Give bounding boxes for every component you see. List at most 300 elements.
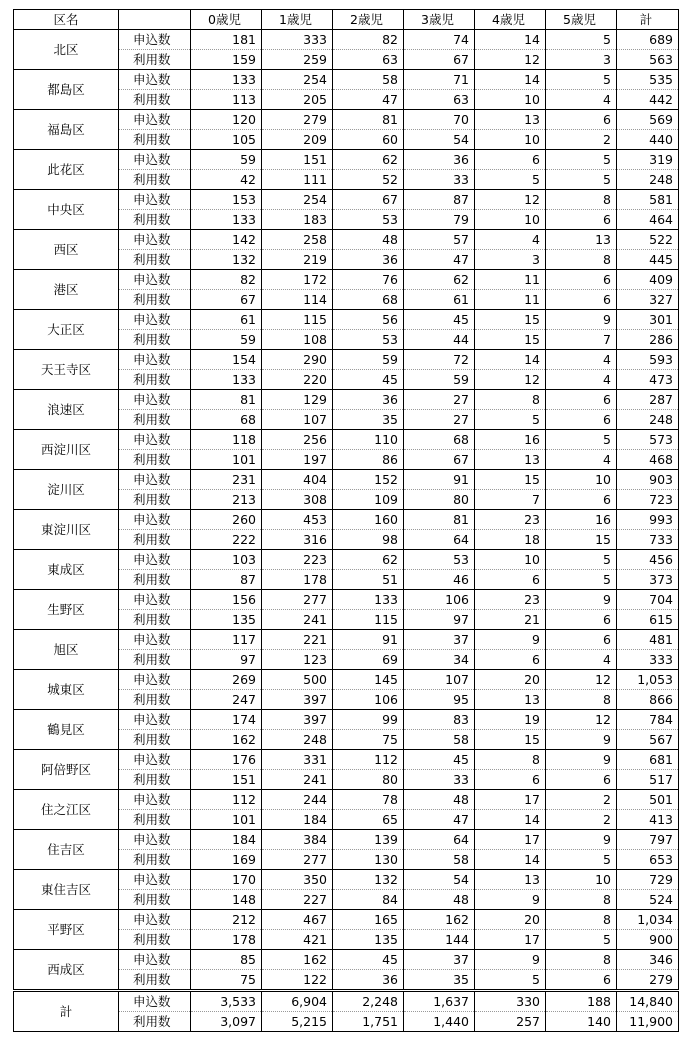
ward-name: 鶴見区	[14, 710, 119, 750]
value-age-5: 4	[546, 350, 617, 370]
value-age-3: 62	[404, 270, 475, 290]
value-age-5: 12	[546, 670, 617, 690]
value-age-5: 6	[546, 490, 617, 510]
value-age-5: 2	[546, 130, 617, 150]
value-age-1: 172	[262, 270, 333, 290]
value-age-0: 81	[191, 390, 262, 410]
value-age-3: 33	[404, 170, 475, 190]
row-label-use: 利用数	[119, 450, 191, 470]
value-age-1: 223	[262, 550, 333, 570]
value-age-4: 10	[475, 90, 546, 110]
value-total: 1,034	[617, 910, 679, 930]
header-age-0: 0歳児	[191, 10, 262, 30]
value-age-1: 129	[262, 390, 333, 410]
value-age-2: 51	[333, 570, 404, 590]
value-age-1: 256	[262, 430, 333, 450]
header-total: 計	[617, 10, 679, 30]
value-age-0: 118	[191, 430, 262, 450]
value-age-0: 103	[191, 550, 262, 570]
row-label-apply: 申込数	[119, 30, 191, 50]
value-age-0: 154	[191, 350, 262, 370]
value-age-1: 178	[262, 570, 333, 590]
value-age-2: 53	[333, 330, 404, 350]
row-label-apply: 申込数	[119, 750, 191, 770]
value-total: 569	[617, 110, 679, 130]
value-age-4: 18	[475, 530, 546, 550]
value-age-4: 14	[475, 350, 546, 370]
value-age-2: 160	[333, 510, 404, 530]
value-total: 319	[617, 150, 679, 170]
value-total: 866	[617, 690, 679, 710]
row-label-use: 利用数	[119, 1012, 191, 1032]
value-age-1: 209	[262, 130, 333, 150]
value-age-2: 1,751	[333, 1012, 404, 1032]
value-age-0: 85	[191, 950, 262, 970]
value-age-5: 6	[546, 110, 617, 130]
row-label-apply: 申込数	[119, 830, 191, 850]
value-age-3: 54	[404, 130, 475, 150]
value-age-1: 316	[262, 530, 333, 550]
value-age-4: 13	[475, 870, 546, 890]
value-total: 729	[617, 870, 679, 890]
value-age-1: 115	[262, 310, 333, 330]
value-age-1: 421	[262, 930, 333, 950]
value-age-2: 52	[333, 170, 404, 190]
row-label-apply: 申込数	[119, 870, 191, 890]
table-row	[14, 70, 679, 90]
value-age-3: 95	[404, 690, 475, 710]
value-age-1: 162	[262, 950, 333, 970]
value-age-3: 58	[404, 850, 475, 870]
value-age-4: 11	[475, 270, 546, 290]
value-age-3: 54	[404, 870, 475, 890]
value-age-1: 254	[262, 190, 333, 210]
value-age-2: 36	[333, 250, 404, 270]
value-age-5: 9	[546, 730, 617, 750]
value-age-0: 162	[191, 730, 262, 750]
ward-name: 港区	[14, 270, 119, 310]
row-label-apply: 申込数	[119, 310, 191, 330]
row-label-use: 利用数	[119, 210, 191, 230]
value-age-1: 404	[262, 470, 333, 490]
value-age-0: 176	[191, 750, 262, 770]
header-age-3: 3歳児	[404, 10, 475, 30]
value-age-2: 35	[333, 410, 404, 430]
row-label-use: 利用数	[119, 410, 191, 430]
value-age-2: 135	[333, 930, 404, 950]
value-age-2: 36	[333, 970, 404, 991]
value-age-3: 61	[404, 290, 475, 310]
value-age-0: 87	[191, 570, 262, 590]
table-row	[14, 590, 679, 610]
value-age-3: 70	[404, 110, 475, 130]
value-age-4: 257	[475, 1012, 546, 1032]
value-age-2: 45	[333, 370, 404, 390]
row-label-apply: 申込数	[119, 590, 191, 610]
value-age-3: 71	[404, 70, 475, 90]
value-age-0: 101	[191, 810, 262, 830]
table-row	[14, 830, 679, 850]
row-label-apply: 申込数	[119, 510, 191, 530]
value-age-3: 48	[404, 790, 475, 810]
value-age-5: 2	[546, 790, 617, 810]
header-age-5: 5歳児	[546, 10, 617, 30]
value-age-3: 144	[404, 930, 475, 950]
value-age-2: 110	[333, 430, 404, 450]
value-age-5: 13	[546, 230, 617, 250]
value-age-0: 148	[191, 890, 262, 910]
table-row	[14, 110, 679, 130]
nursery-table	[13, 9, 679, 1032]
ward-name: 北区	[14, 30, 119, 70]
value-age-1: 227	[262, 890, 333, 910]
row-label-use: 利用数	[119, 970, 191, 991]
value-age-4: 10	[475, 130, 546, 150]
row-label-apply: 申込数	[119, 910, 191, 930]
table-body	[14, 10, 679, 1032]
value-age-0: 231	[191, 470, 262, 490]
value-age-0: 61	[191, 310, 262, 330]
value-age-3: 67	[404, 450, 475, 470]
value-total: 373	[617, 570, 679, 590]
value-age-1: 397	[262, 690, 333, 710]
row-label-apply: 申込数	[119, 470, 191, 490]
value-age-2: 152	[333, 470, 404, 490]
value-age-3: 107	[404, 670, 475, 690]
value-age-4: 20	[475, 910, 546, 930]
row-label-use: 利用数	[119, 370, 191, 390]
row-label-use: 利用数	[119, 490, 191, 510]
value-age-1: 220	[262, 370, 333, 390]
value-age-5: 6	[546, 970, 617, 991]
value-age-3: 47	[404, 250, 475, 270]
value-age-1: 123	[262, 650, 333, 670]
value-age-1: 5,215	[262, 1012, 333, 1032]
total-label: 計	[14, 991, 119, 1032]
row-label-apply: 申込数	[119, 110, 191, 130]
value-total: 900	[617, 930, 679, 950]
value-age-3: 91	[404, 470, 475, 490]
value-age-5: 4	[546, 370, 617, 390]
value-age-4: 5	[475, 410, 546, 430]
row-label-apply: 申込数	[119, 430, 191, 450]
row-label-apply: 申込数	[119, 710, 191, 730]
value-age-4: 6	[475, 650, 546, 670]
header-age-4: 4歳児	[475, 10, 546, 30]
row-label-apply: 申込数	[119, 230, 191, 250]
value-age-2: 91	[333, 630, 404, 650]
value-age-2: 86	[333, 450, 404, 470]
value-age-2: 69	[333, 650, 404, 670]
value-age-3: 63	[404, 90, 475, 110]
value-age-5: 5	[546, 150, 617, 170]
value-age-5: 6	[546, 290, 617, 310]
value-total: 1,053	[617, 670, 679, 690]
value-age-3: 72	[404, 350, 475, 370]
value-age-5: 16	[546, 510, 617, 530]
header-type	[119, 10, 191, 30]
value-age-0: 159	[191, 50, 262, 70]
value-total: 723	[617, 490, 679, 510]
value-age-1: 384	[262, 830, 333, 850]
value-age-0: 135	[191, 610, 262, 630]
value-age-5: 5	[546, 30, 617, 50]
row-label-use: 利用数	[119, 330, 191, 350]
value-age-0: 3,533	[191, 991, 262, 1012]
value-total: 501	[617, 790, 679, 810]
table-row	[14, 190, 679, 210]
value-age-0: 156	[191, 590, 262, 610]
table-row	[14, 230, 679, 250]
row-label-apply: 申込数	[119, 390, 191, 410]
ward-name: 西区	[14, 230, 119, 270]
value-age-3: 46	[404, 570, 475, 590]
value-age-0: 68	[191, 410, 262, 430]
value-total: 517	[617, 770, 679, 790]
value-age-0: 269	[191, 670, 262, 690]
value-age-5: 9	[546, 590, 617, 610]
value-total: 279	[617, 970, 679, 991]
value-age-0: 82	[191, 270, 262, 290]
value-age-5: 2	[546, 810, 617, 830]
value-age-5: 5	[546, 430, 617, 450]
value-age-1: 333	[262, 30, 333, 50]
value-age-3: 59	[404, 370, 475, 390]
value-age-5: 140	[546, 1012, 617, 1032]
value-age-5: 3	[546, 50, 617, 70]
value-age-1: 241	[262, 770, 333, 790]
value-age-0: 113	[191, 90, 262, 110]
row-label-apply: 申込数	[119, 190, 191, 210]
value-age-5: 5	[546, 170, 617, 190]
ward-name: 西成区	[14, 950, 119, 991]
row-label-use: 利用数	[119, 770, 191, 790]
value-age-5: 5	[546, 70, 617, 90]
header-age-2: 2歳児	[333, 10, 404, 30]
value-total: 704	[617, 590, 679, 610]
value-age-4: 5	[475, 970, 546, 991]
row-label-use: 利用数	[119, 250, 191, 270]
value-total: 563	[617, 50, 679, 70]
value-total: 681	[617, 750, 679, 770]
row-label-use: 利用数	[119, 570, 191, 590]
value-age-4: 11	[475, 290, 546, 310]
value-age-2: 78	[333, 790, 404, 810]
row-label-use: 利用数	[119, 730, 191, 750]
value-age-4: 19	[475, 710, 546, 730]
value-age-4: 12	[475, 190, 546, 210]
table-row	[14, 630, 679, 650]
value-age-4: 15	[475, 310, 546, 330]
header-ward-name: 区名	[14, 10, 119, 30]
value-age-0: 247	[191, 690, 262, 710]
value-age-4: 6	[475, 770, 546, 790]
value-age-3: 87	[404, 190, 475, 210]
ward-name: 東住吉区	[14, 870, 119, 910]
value-age-2: 67	[333, 190, 404, 210]
value-total: 522	[617, 230, 679, 250]
row-label-apply: 申込数	[119, 350, 191, 370]
row-label-use: 利用数	[119, 530, 191, 550]
value-age-2: 139	[333, 830, 404, 850]
ward-name: 西淀川区	[14, 430, 119, 470]
value-age-0: 101	[191, 450, 262, 470]
value-total: 333	[617, 650, 679, 670]
value-age-4: 17	[475, 830, 546, 850]
value-age-1: 122	[262, 970, 333, 991]
value-age-2: 84	[333, 890, 404, 910]
value-total: 903	[617, 470, 679, 490]
value-age-2: 68	[333, 290, 404, 310]
value-age-4: 14	[475, 70, 546, 90]
value-total: 346	[617, 950, 679, 970]
row-label-use: 利用数	[119, 850, 191, 870]
value-age-0: 142	[191, 230, 262, 250]
value-age-1: 183	[262, 210, 333, 230]
table-row	[14, 270, 679, 290]
value-age-3: 33	[404, 770, 475, 790]
ward-name: 東淀川区	[14, 510, 119, 550]
value-age-5: 9	[546, 310, 617, 330]
value-age-2: 115	[333, 610, 404, 630]
value-age-2: 75	[333, 730, 404, 750]
value-age-5: 5	[546, 850, 617, 870]
value-age-5: 5	[546, 570, 617, 590]
value-age-4: 15	[475, 470, 546, 490]
value-age-3: 79	[404, 210, 475, 230]
value-age-1: 397	[262, 710, 333, 730]
value-age-4: 9	[475, 890, 546, 910]
value-age-2: 99	[333, 710, 404, 730]
value-age-5: 6	[546, 610, 617, 630]
value-age-5: 8	[546, 250, 617, 270]
value-age-4: 6	[475, 150, 546, 170]
value-total: 733	[617, 530, 679, 550]
value-age-3: 37	[404, 950, 475, 970]
value-total: 456	[617, 550, 679, 570]
value-age-1: 241	[262, 610, 333, 630]
value-age-3: 64	[404, 530, 475, 550]
value-age-4: 9	[475, 630, 546, 650]
value-total: 11,900	[617, 1012, 679, 1032]
value-total: 689	[617, 30, 679, 50]
value-age-2: 112	[333, 750, 404, 770]
row-label-apply: 申込数	[119, 550, 191, 570]
table-row	[14, 750, 679, 770]
value-age-1: 108	[262, 330, 333, 350]
value-age-2: 63	[333, 50, 404, 70]
value-age-2: 36	[333, 390, 404, 410]
value-total: 993	[617, 510, 679, 530]
ward-name: 城東区	[14, 670, 119, 710]
value-age-5: 5	[546, 930, 617, 950]
value-age-1: 197	[262, 450, 333, 470]
row-label-use: 利用数	[119, 610, 191, 630]
value-total: 248	[617, 170, 679, 190]
value-total: 473	[617, 370, 679, 390]
value-age-5: 5	[546, 550, 617, 570]
value-age-4: 13	[475, 450, 546, 470]
value-age-2: 56	[333, 310, 404, 330]
value-age-3: 37	[404, 630, 475, 650]
value-age-0: 112	[191, 790, 262, 810]
value-total: 301	[617, 310, 679, 330]
value-age-3: 1,440	[404, 1012, 475, 1032]
row-label-apply: 申込数	[119, 670, 191, 690]
value-age-0: 260	[191, 510, 262, 530]
value-age-3: 27	[404, 390, 475, 410]
value-total: 535	[617, 70, 679, 90]
value-total: 653	[617, 850, 679, 870]
value-age-5: 12	[546, 710, 617, 730]
value-total: 248	[617, 410, 679, 430]
value-total: 573	[617, 430, 679, 450]
value-total: 445	[617, 250, 679, 270]
ward-name: 阿倍野区	[14, 750, 119, 790]
ward-name: 天王寺区	[14, 350, 119, 390]
value-age-1: 244	[262, 790, 333, 810]
ward-name: 淀川区	[14, 470, 119, 510]
value-age-5: 6	[546, 770, 617, 790]
value-total: 797	[617, 830, 679, 850]
value-age-5: 4	[546, 90, 617, 110]
value-age-1: 248	[262, 730, 333, 750]
value-age-3: 47	[404, 810, 475, 830]
value-age-2: 59	[333, 350, 404, 370]
row-label-use: 利用数	[119, 650, 191, 670]
value-total: 784	[617, 710, 679, 730]
value-age-1: 114	[262, 290, 333, 310]
value-age-2: 109	[333, 490, 404, 510]
row-label-use: 利用数	[119, 690, 191, 710]
value-age-0: 181	[191, 30, 262, 50]
table-row	[14, 470, 679, 490]
value-age-5: 6	[546, 410, 617, 430]
value-age-5: 6	[546, 630, 617, 650]
row-label-use: 利用数	[119, 50, 191, 70]
value-age-0: 153	[191, 190, 262, 210]
value-age-0: 59	[191, 150, 262, 170]
header-row	[14, 10, 679, 30]
value-total: 442	[617, 90, 679, 110]
value-age-5: 188	[546, 991, 617, 1012]
row-label-apply: 申込数	[119, 150, 191, 170]
value-age-1: 184	[262, 810, 333, 830]
table-row	[14, 991, 679, 1012]
value-age-5: 6	[546, 390, 617, 410]
value-age-3: 1,637	[404, 991, 475, 1012]
value-age-0: 133	[191, 70, 262, 90]
header-age-1: 1歳児	[262, 10, 333, 30]
row-label-apply: 申込数	[119, 950, 191, 970]
value-age-1: 500	[262, 670, 333, 690]
value-age-5: 10	[546, 470, 617, 490]
value-age-5: 4	[546, 450, 617, 470]
value-age-3: 45	[404, 310, 475, 330]
ward-name: 此花区	[14, 150, 119, 190]
value-total: 468	[617, 450, 679, 470]
value-age-4: 21	[475, 610, 546, 630]
value-total: 413	[617, 810, 679, 830]
value-age-5: 4	[546, 650, 617, 670]
value-age-4: 7	[475, 490, 546, 510]
row-label-apply: 申込数	[119, 790, 191, 810]
row-label-use: 利用数	[119, 890, 191, 910]
row-label-use: 利用数	[119, 290, 191, 310]
value-age-3: 64	[404, 830, 475, 850]
value-age-3: 80	[404, 490, 475, 510]
table-row	[14, 910, 679, 930]
